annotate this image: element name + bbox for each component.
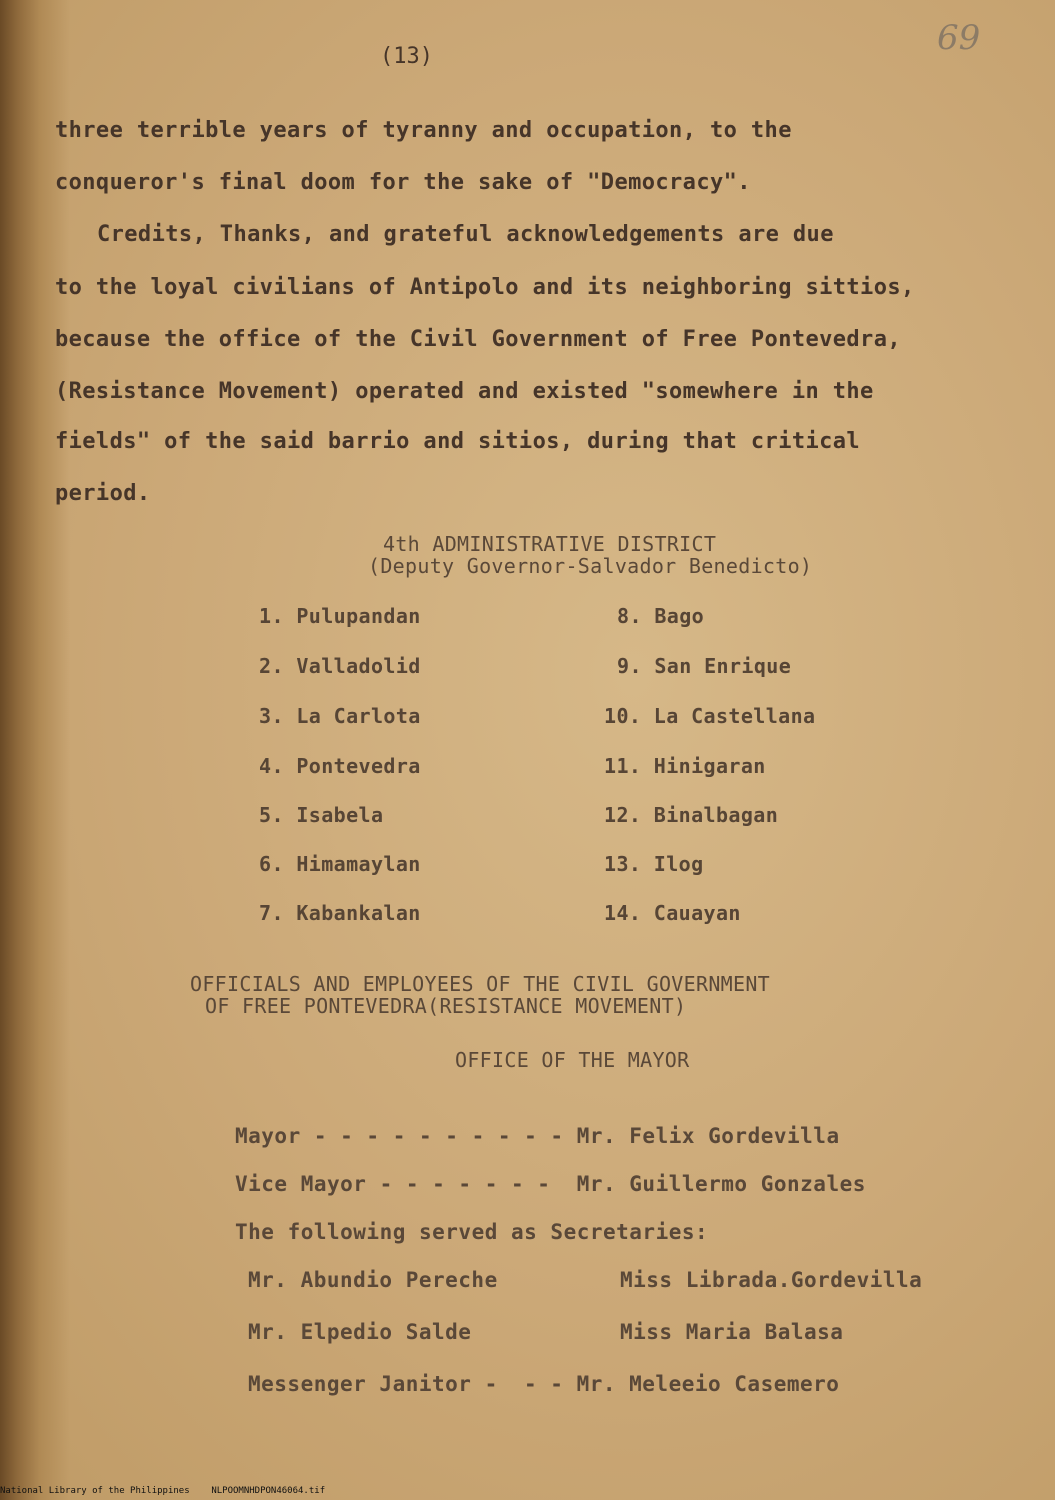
district-list-item: 1. Pulupandan bbox=[259, 604, 421, 628]
pencil-page-mark: 69 bbox=[937, 18, 981, 58]
district-list-item: 10. La Castellana bbox=[604, 704, 816, 728]
secretaries-intro: The following served as Secretaries: bbox=[235, 1220, 709, 1244]
district-list-item: 11. Hinigaran bbox=[604, 754, 766, 778]
secretary-name: Miss Librada.Gordevilla bbox=[620, 1268, 923, 1292]
vice-mayor-line: Vice Mayor - - - - - - - Mr. Guillermo Gonzales bbox=[235, 1172, 866, 1196]
district-list-item: 5. Isabela bbox=[259, 803, 384, 827]
district-title: 4th ADMINISTRATIVE DISTRICT bbox=[383, 532, 717, 556]
district-list-item: 12. Binalbagan bbox=[604, 803, 779, 827]
secretary-name: Mr. Elpedio Salde bbox=[248, 1320, 472, 1344]
district-list-item: 8. Bago bbox=[617, 604, 705, 628]
secretary-name: Miss Maria Balasa bbox=[620, 1320, 844, 1344]
paragraph2-line: to the loyal civilians of Antipolo and its neighboring sittios, bbox=[55, 275, 915, 300]
messenger-line: Messenger Janitor - - - Mr. Meleeio Casemero bbox=[248, 1372, 840, 1396]
officials-heading: OFFICIALS AND EMPLOYEES OF THE CIVIL GOVERNMENT bbox=[190, 972, 771, 996]
district-list-item: 3. La Carlota bbox=[259, 704, 421, 728]
district-list-item: 7. Kabankalan bbox=[259, 901, 421, 925]
district-list-item: 13. Ilog bbox=[604, 852, 704, 876]
district-list-item: 4. Pontevedra bbox=[259, 754, 421, 778]
paragraph1-line: three terrible years of tyranny and occupation, to the bbox=[55, 118, 792, 143]
district-list-item: 9. San Enrique bbox=[617, 654, 792, 678]
secretary-name: Mr. Abundio Pereche bbox=[248, 1268, 498, 1292]
district-subtitle: (Deputy Governor-Salvador Benedicto) bbox=[368, 554, 813, 578]
district-list-item: 14. Cauayan bbox=[604, 901, 741, 925]
district-list-item: 6. Himamaylan bbox=[259, 852, 421, 876]
office-heading: OFFICE OF THE MAYOR bbox=[455, 1048, 690, 1072]
paragraph2-line: because the office of the Civil Government of Free Pontevedra, bbox=[55, 327, 901, 352]
paragraph2-line: Credits, Thanks, and grateful acknowledgements are due bbox=[97, 222, 834, 247]
paragraph2-line: period. bbox=[55, 481, 151, 506]
scan-footer: National Library of the Philippines NLPOOMNHDPON46064.tif bbox=[0, 1486, 326, 1496]
paragraph2-line: fields" of the said barrio and sitios, during that critical bbox=[55, 429, 861, 454]
district-list-item: 2. Valladolid bbox=[259, 654, 421, 678]
officials-heading: OF FREE PONTEVEDRA(RESISTANCE MOVEMENT) bbox=[205, 994, 687, 1018]
mayor-line: Mayor - - - - - - - - - - Mr. Felix Gordevilla bbox=[235, 1124, 840, 1148]
page-number: (13) bbox=[380, 44, 433, 69]
paragraph2-line: (Resistance Movement) operated and existed "somewhere in the bbox=[55, 379, 874, 404]
paragraph1-line: conqueror's final doom for the sake of "Democracy". bbox=[55, 170, 751, 195]
